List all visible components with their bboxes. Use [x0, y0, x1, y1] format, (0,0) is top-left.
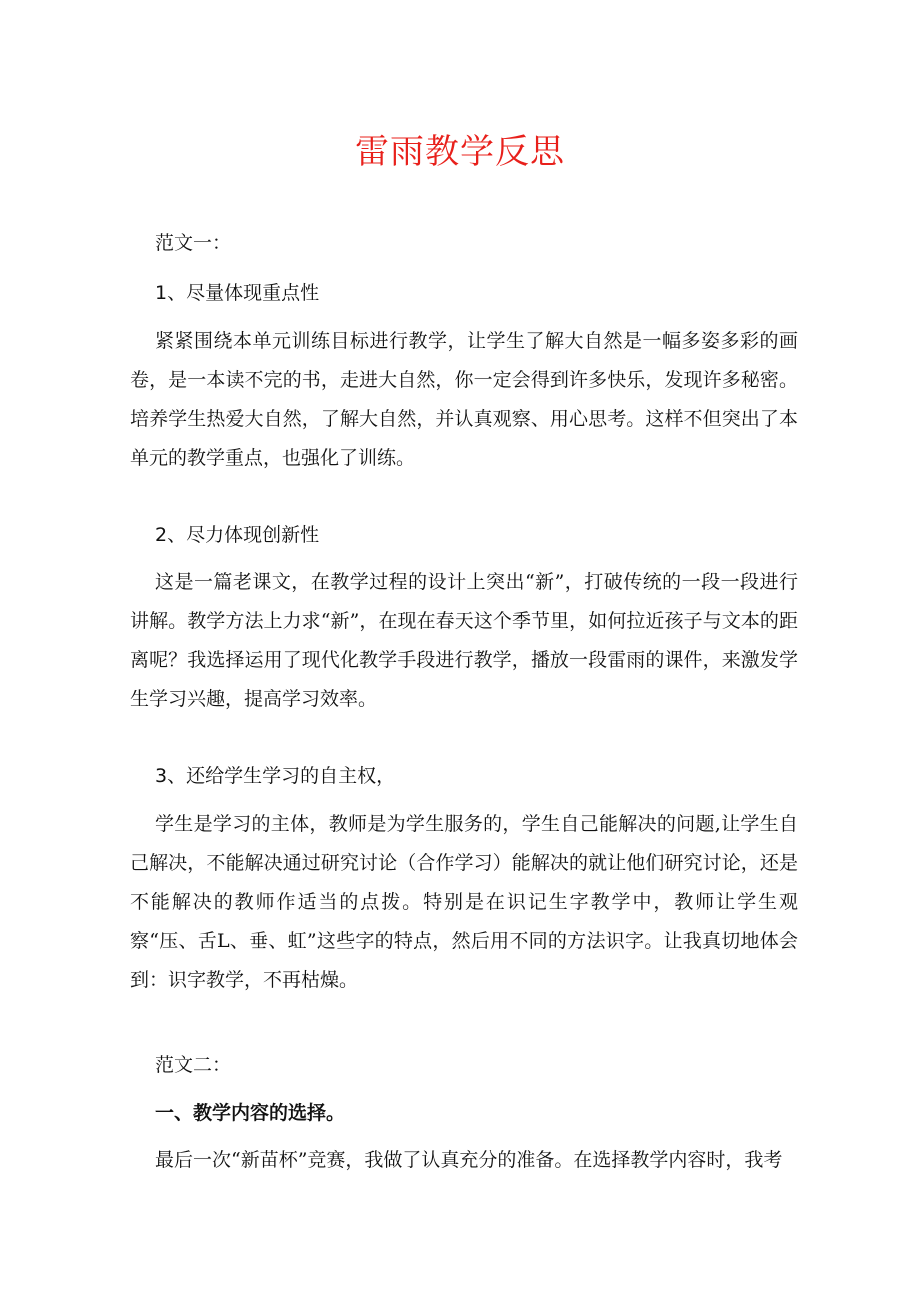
section-3-heading: 3、还给学生学习的自主权，: [155, 765, 396, 787]
section-1-heading: 1、尽量体现重点性: [155, 282, 320, 304]
section-2-heading: 2、尽力体现创新性: [155, 524, 320, 546]
section-3-paragraph: 学生是学习的主体，教师是为学生服务的，学生自己能解决的问题,让学生自己解决，不能解决通过研究讨论（合作学习）能解决的就让他们研究讨论，还是不能解决的教师作适当的点拨。特别是在识记生字教学中，教师让学生观察“压、舌L、垂、虹”这些字的特点，然后用不同的方法识字。让我真切地体会到：识字教学，不再枯燥。: [130, 813, 798, 991]
sample-two-paragraph: 最后一次“新苗杯”竞赛，我做了认真充分的准备。在选择教学内容时，我考: [155, 1149, 783, 1171]
sample-two-label: 范文二：: [155, 1054, 232, 1076]
section-2-paragraph: 这是一篇老课文，在教学过程的设计上突出“新”，打破传统的一段一段进行讲解。教学方法上力求“新”，在现在春天这个季节里，如何拉近孩子与文本的距离呢？我选择运用了现代化教学手段进行教学，播放一段雷雨的课件，来激发学生学习兴趣，提高学习效率。: [130, 571, 798, 710]
sample-one-label: 范文一：: [155, 232, 232, 254]
document-title: 雷雨教学反思: [355, 132, 565, 172]
sample-two-heading: 一、教学内容的选择。: [155, 1102, 346, 1124]
section-1-paragraph: 紧紧围绕本单元训练目标进行教学，让学生了解大自然是一幅多姿多彩的画卷，是一本读不完的书，走进大自然，你一定会得到许多快乐，发现许多秘密。培养学生热爱大自然，了解大自然，并认真观察、用心思考。这样不但突出了本单元的教学重点，也强化了训练。: [130, 330, 798, 469]
